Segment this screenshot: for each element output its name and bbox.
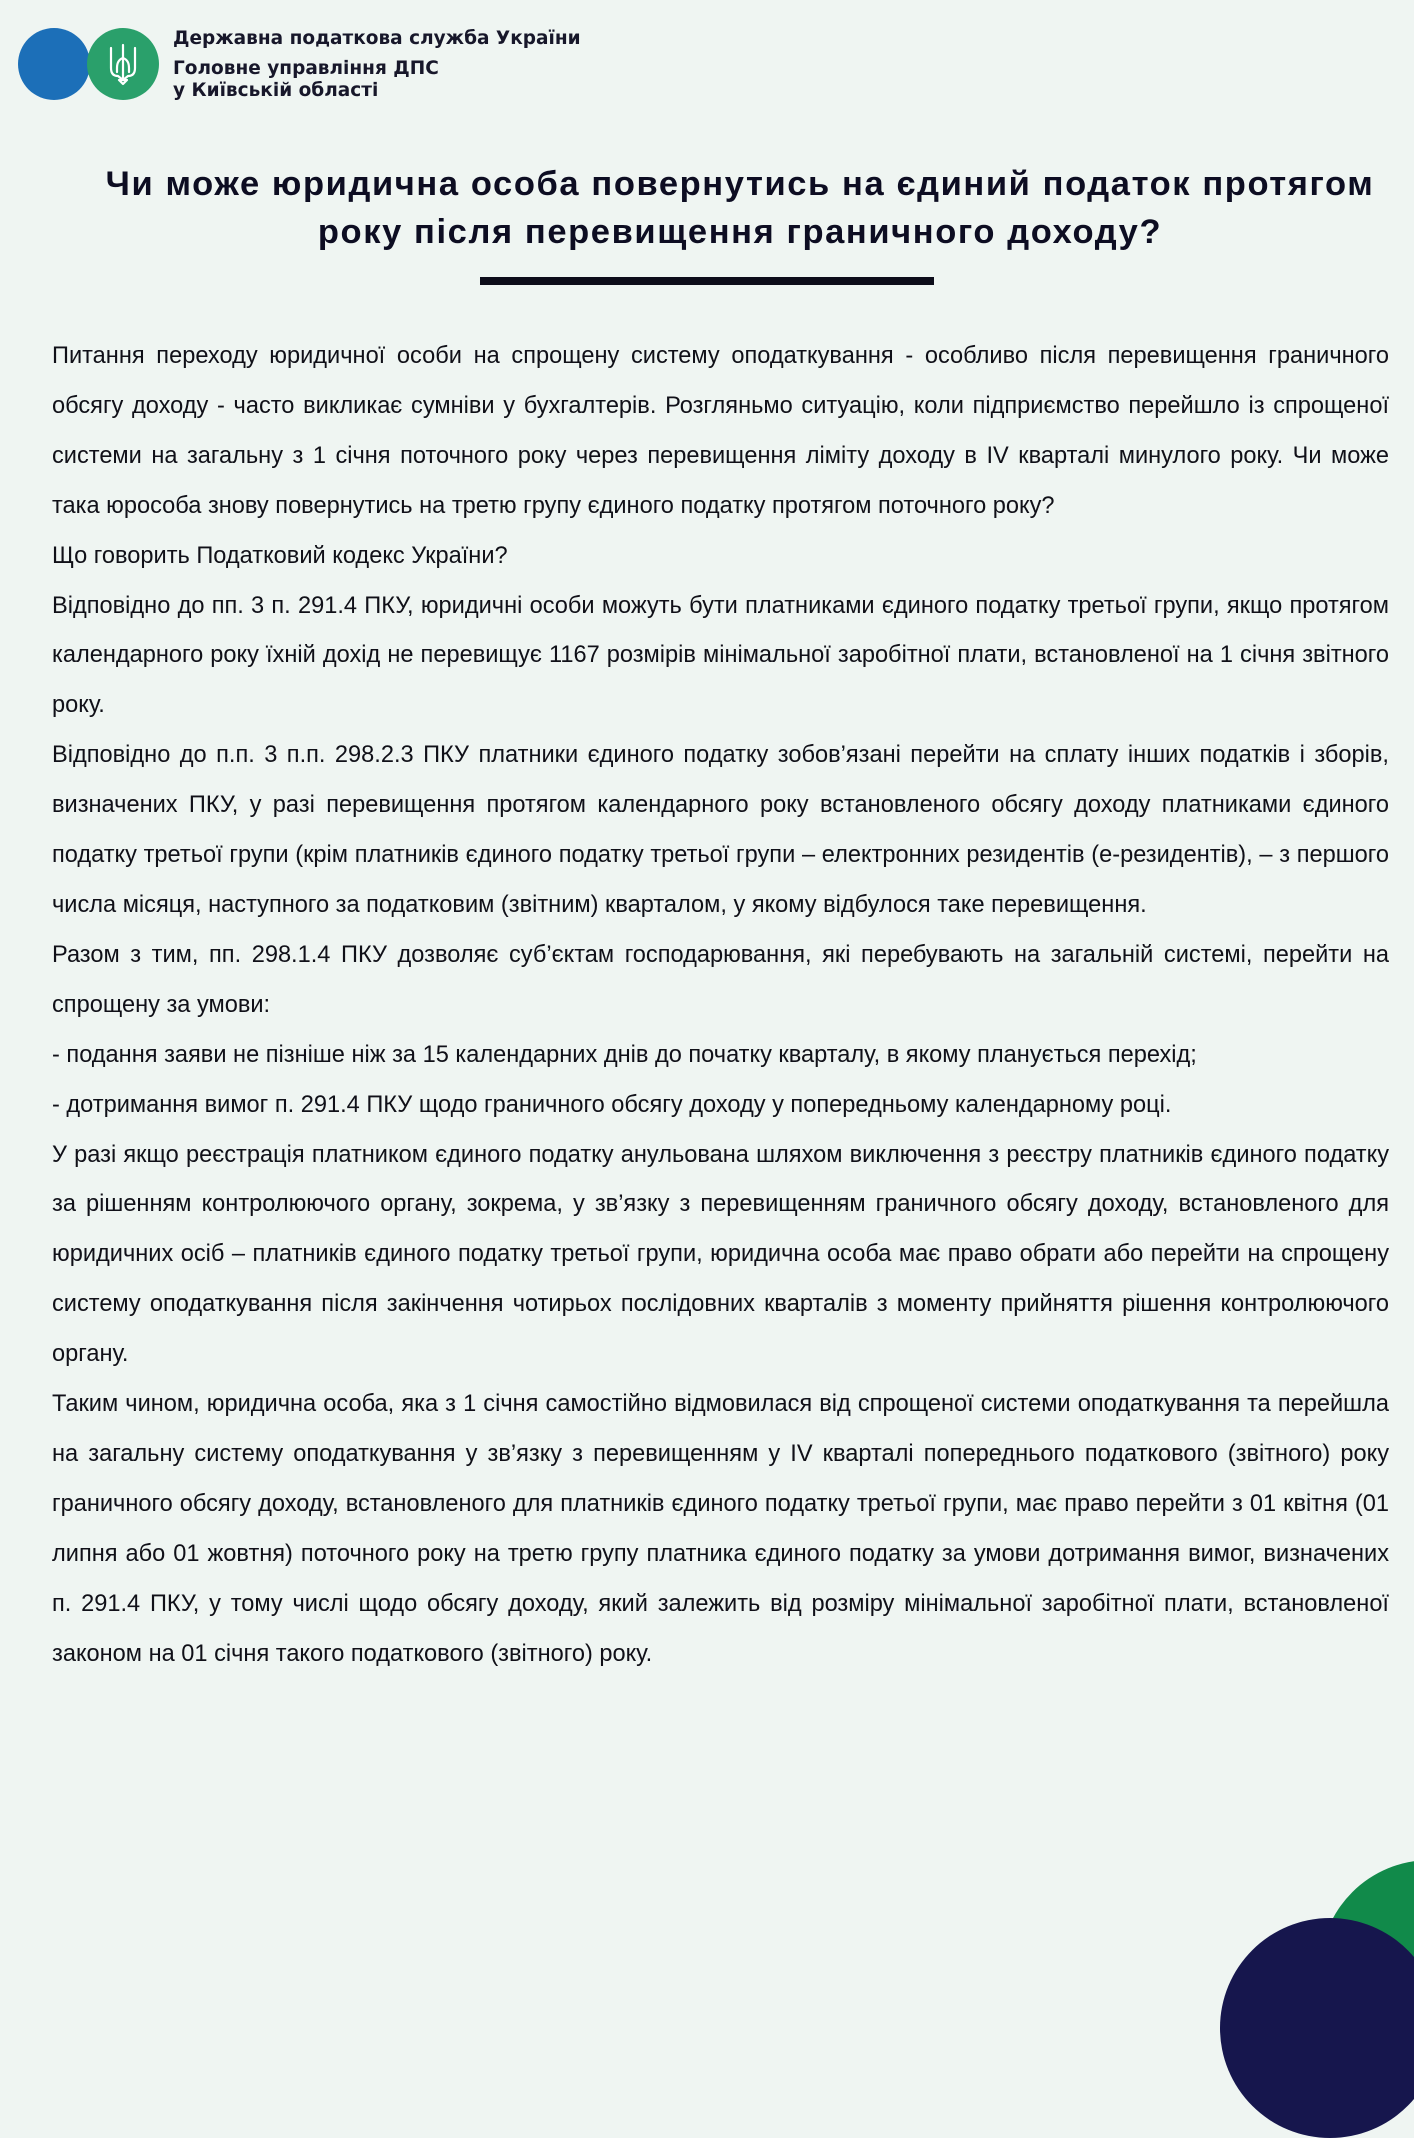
bullet-item-income-limit: - дотримання вимог п. 291.4 ПКУ щодо граничного обсягу доходу у попередньому календарному році. [52, 1091, 1172, 1118]
paragraph-298-1-4: Разом з тим, пп. 298.1.4 ПКУ дозволяє суб’єктам господарювання, які перебувають на загальній системі, перейти на спрощену за умови: [52, 941, 1389, 1018]
article-title [80, 160, 1400, 256]
paragraph-intro: Питання переходу юридичної особи на спрощену систему оподаткування - особливо після перевищення граничного обсягу доходу - часто викликає сумніви у бухгалтерів. Розгляньмо ситуацію, коли підприємство перейшло із спрощеної системи на загальну з 1 січня поточного року через перевищення ліміту доходу в IV кварталі минулого року. Чи може така юрособа знову повернутись на третю групу єдиного податку протягом поточного року? [52, 343, 1389, 519]
bullet-item-application: - подання заяви не пізніше ніж за 15 календарних днів до початку кварталу, в якому планується перехід; [52, 1041, 1197, 1068]
article-body [52, 332, 1389, 1679]
blue-circle-logo [18, 28, 90, 100]
paragraph-question: Що говорить Податковий кодекс України? [52, 542, 508, 569]
title-underline [480, 277, 934, 285]
paragraph-conclusion: Таким чином, юридична особа, яка з 1 січня самостійно відмовилася від спрощеної системи оподаткування та перейшла на загальну систему оподаткування у зв’язку з перевищенням у IV кварталі попереднього податкового (звітного) року граничного обсягу доходу, встановленого для платників єдиного податку третьої групи, має право перейти з 01 квітня (01 липня або 01 жовтня) поточного року на третю групу платника єдиного податку за умови дотримання вимог, визначених п. 291.4 ПКУ, у тому числі щодо обсягу доходу, який залежить від розміру мінімальної заробітної плати, встановленої законом на 01 січня такого податкового (звітного) року. [52, 1391, 1389, 1667]
paragraph-291-4: Відповідно до пп. 3 п. 291.4 ПКУ, юридичні особи можуть бути платниками єдиного податку третьої групи, якщо протягом календарного року їхній дохід не перевищує 1167 розмірів мінімальної заробітної плати, встановленої на 1 січня звітного року. [52, 592, 1389, 719]
org-name-line-2: Головне управління ДПС [173, 58, 439, 79]
trident-emblem-logo [87, 28, 159, 100]
header [18, 28, 581, 102]
decorative-navy-circle [1220, 1918, 1414, 2138]
organization-name [173, 28, 581, 102]
paragraph-annulment: У разі якщо реєстрація платником єдиного податку анульована шляхом виключення з реєстру платників єдиного податку за рішенням контролюючого органу, зокрема, у зв’язку з перевищенням граничного обсягу доходу, встановленого для юридичних осіб – платників єдиного податку третьої групи, юридична особа має право обрати або перейти на спрощену систему оподаткування після закінчення чотирьох послідовних кварталів з моменту прийняття рішення контролюючого органу. [52, 1141, 1389, 1368]
title-line-2: року після перевищення граничного доходу? [317, 213, 1163, 251]
org-name-line-1: Державна податкова служба України [173, 28, 581, 49]
org-name-line-3: у Київській області [173, 80, 379, 101]
trident-emblem-icon [106, 42, 140, 86]
title-line-1: Чи може юридична особа повернутись на єдиний податок протягом [105, 165, 1375, 203]
paragraph-298-2-3: Відповідно до п.п. 3 п.п. 298.2.3 ПКУ платники єдиного податку зобов’язані перейти на сплату інших податків і зборів, визначених ПКУ, у разі перевищення протягом календарного року встановленого обсягу доходу платниками єдиного податку третьої групи (крім платників єдиного податку третьої групи – електронних резидентів (е-резидентів), – з першого числа місяця, наступного за податковим (звітним) кварталом, у якому відбулося таке перевищення. [52, 742, 1389, 918]
